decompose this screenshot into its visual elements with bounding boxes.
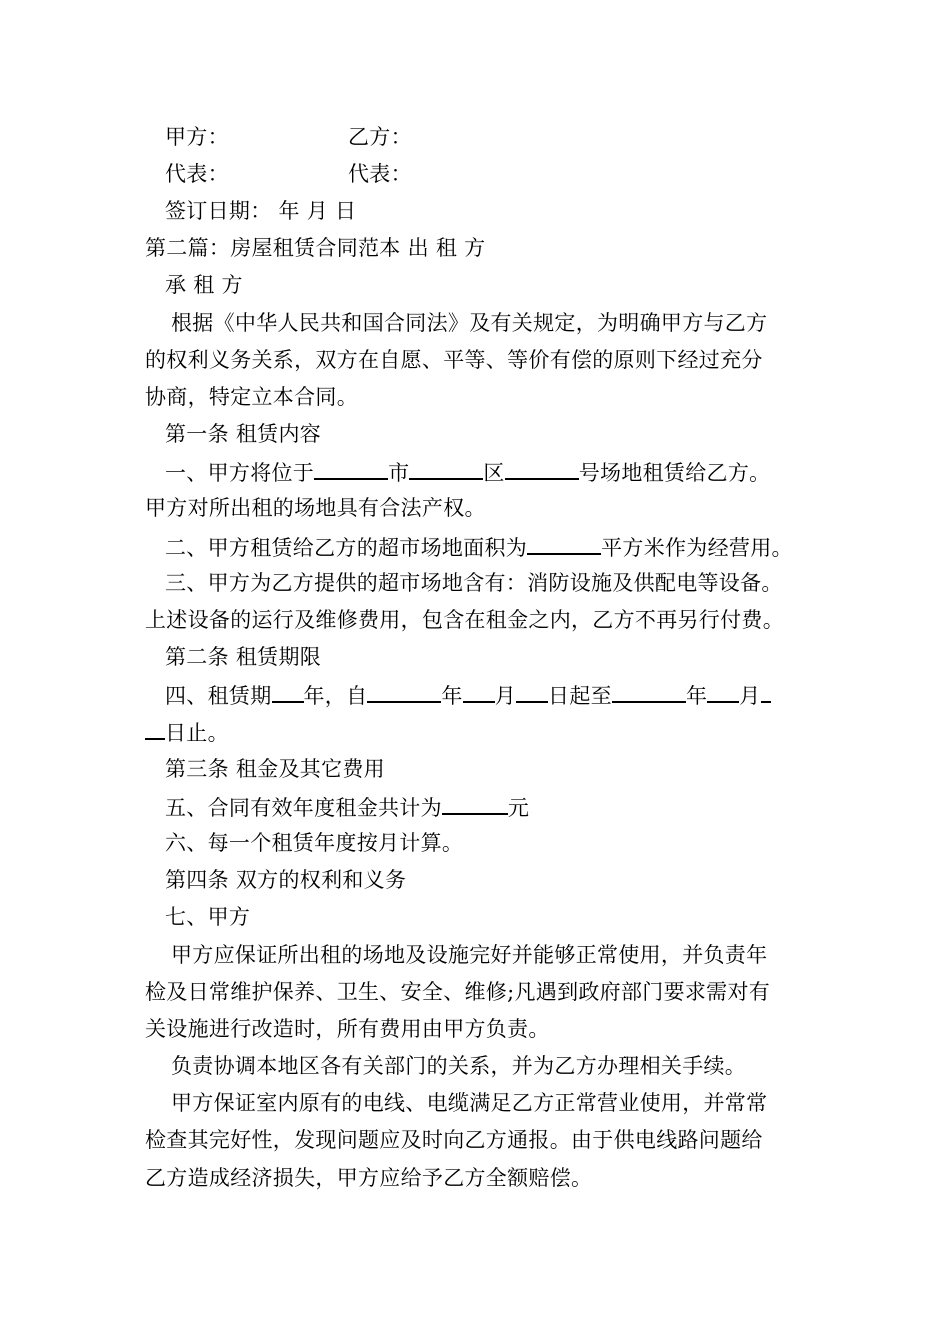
item2-end: 平方米作为经营用。 xyxy=(601,536,793,560)
item5-text: 五、合同有效年度租金共计为 xyxy=(165,796,442,820)
item4-year3: 年 xyxy=(685,684,708,708)
item1-end: 号场地租赁给乙方。 xyxy=(578,461,771,485)
item1-city: 市 xyxy=(388,461,410,485)
item5-end: 元 xyxy=(507,796,530,820)
rep-b-label: 代表： xyxy=(348,162,412,186)
article1-title: 第一条 租赁内容 xyxy=(165,422,322,446)
article2-item4 xyxy=(145,681,845,707)
article4-para1-line: 检及日常维护保养、卫生、安全、维修;凡遇到政府部门要求需对有 xyxy=(145,980,771,1004)
article4-item7: 七、甲方 xyxy=(165,905,251,929)
blank-field[interactable] xyxy=(463,681,495,703)
item2-text: 二、甲方租赁给乙方的超市场地面积为 xyxy=(165,536,528,560)
blank-field[interactable] xyxy=(442,793,508,815)
article1-item3-cont: 上述设备的运行及维修费用，包含在租金之内，乙方不再另行付费。 xyxy=(145,608,784,632)
item4-month: 月 xyxy=(494,684,517,708)
item4-end: 日止。 xyxy=(165,721,229,745)
article1-item1-cont: 甲方对所出租的场地具有合法产权。 xyxy=(145,496,486,520)
item1-text: 一、甲方将位于 xyxy=(165,461,315,485)
lessee-label: 承 租 方 xyxy=(165,273,243,297)
section-title: 第二篇：房屋租赁合同范本 出 租 方 xyxy=(145,236,486,260)
article1-item2 xyxy=(145,533,845,559)
blank-field[interactable] xyxy=(527,533,601,555)
article4-para3-line: 甲方保证室内原有的电线、电缆满足乙方正常营业使用，并常常 xyxy=(171,1091,768,1115)
article4-para3-line: 乙方造成经济损失，甲方应给予乙方全额赔偿。 xyxy=(145,1166,593,1190)
blank-field[interactable] xyxy=(314,458,388,480)
item4-year2: 年 xyxy=(441,684,463,708)
article3-item5 xyxy=(145,793,845,819)
article1-item3: 三、甲方为乙方提供的超市场地含有：消防设施及供配电等设备。 xyxy=(165,571,783,595)
article4-para1-line: 关设施进行改造时，所有费用由甲方负责。 xyxy=(145,1017,550,1041)
preamble-line: 协商，特定立本合同。 xyxy=(145,385,358,409)
article4-para3-line: 检查其完好性，发现问题应及时向乙方通报。由于供电线路问题给 xyxy=(145,1128,763,1152)
article4-para2: 负责协调本地区各有关部门的关系，并为乙方办理相关手续。 xyxy=(171,1054,747,1078)
blank-field[interactable] xyxy=(145,718,165,740)
article4-title: 第四条 双方的权利和义务 xyxy=(165,868,407,892)
preamble-line: 的权利义务关系，双方在自愿、平等、等价有偿的原则下经过充分 xyxy=(145,348,763,372)
party-a-row xyxy=(145,124,845,150)
blank-field[interactable] xyxy=(761,681,771,703)
article4-para1-line: 甲方应保证所出租的场地及设施完好并能够正常使用，并负责年 xyxy=(171,943,768,967)
party-b-label: 乙方： xyxy=(348,125,412,149)
blank-field[interactable] xyxy=(612,681,686,703)
article2-item4-cont xyxy=(145,718,825,744)
article2-title: 第二条 租赁期限 xyxy=(165,645,322,669)
item4-day: 日起至 xyxy=(548,684,612,708)
blank-field[interactable] xyxy=(516,681,548,703)
item4-text: 四、租赁期 xyxy=(165,684,272,708)
item4-year: 年，自 xyxy=(303,684,368,708)
blank-field[interactable] xyxy=(707,681,739,703)
sign-date: 签订日期： 年 月 日 xyxy=(165,199,357,223)
item4-month2: 月 xyxy=(739,684,761,708)
blank-field[interactable] xyxy=(367,681,441,703)
article1-item1 xyxy=(145,458,845,484)
blank-field[interactable] xyxy=(505,458,579,480)
blank-field[interactable] xyxy=(409,458,483,480)
item1-district: 区 xyxy=(483,461,505,485)
blank-field[interactable] xyxy=(272,681,304,703)
party-a-label: 甲方： xyxy=(165,125,229,149)
preamble-line: 根据《中华人民共和国合同法》及有关规定，为明确甲方与乙方 xyxy=(171,311,768,335)
rep-a-label: 代表： xyxy=(165,162,229,186)
representative-row xyxy=(145,161,845,187)
article3-item6: 六、每一个租赁年度按月计算。 xyxy=(165,831,464,855)
article3-title: 第三条 租金及其它费用 xyxy=(165,757,385,781)
